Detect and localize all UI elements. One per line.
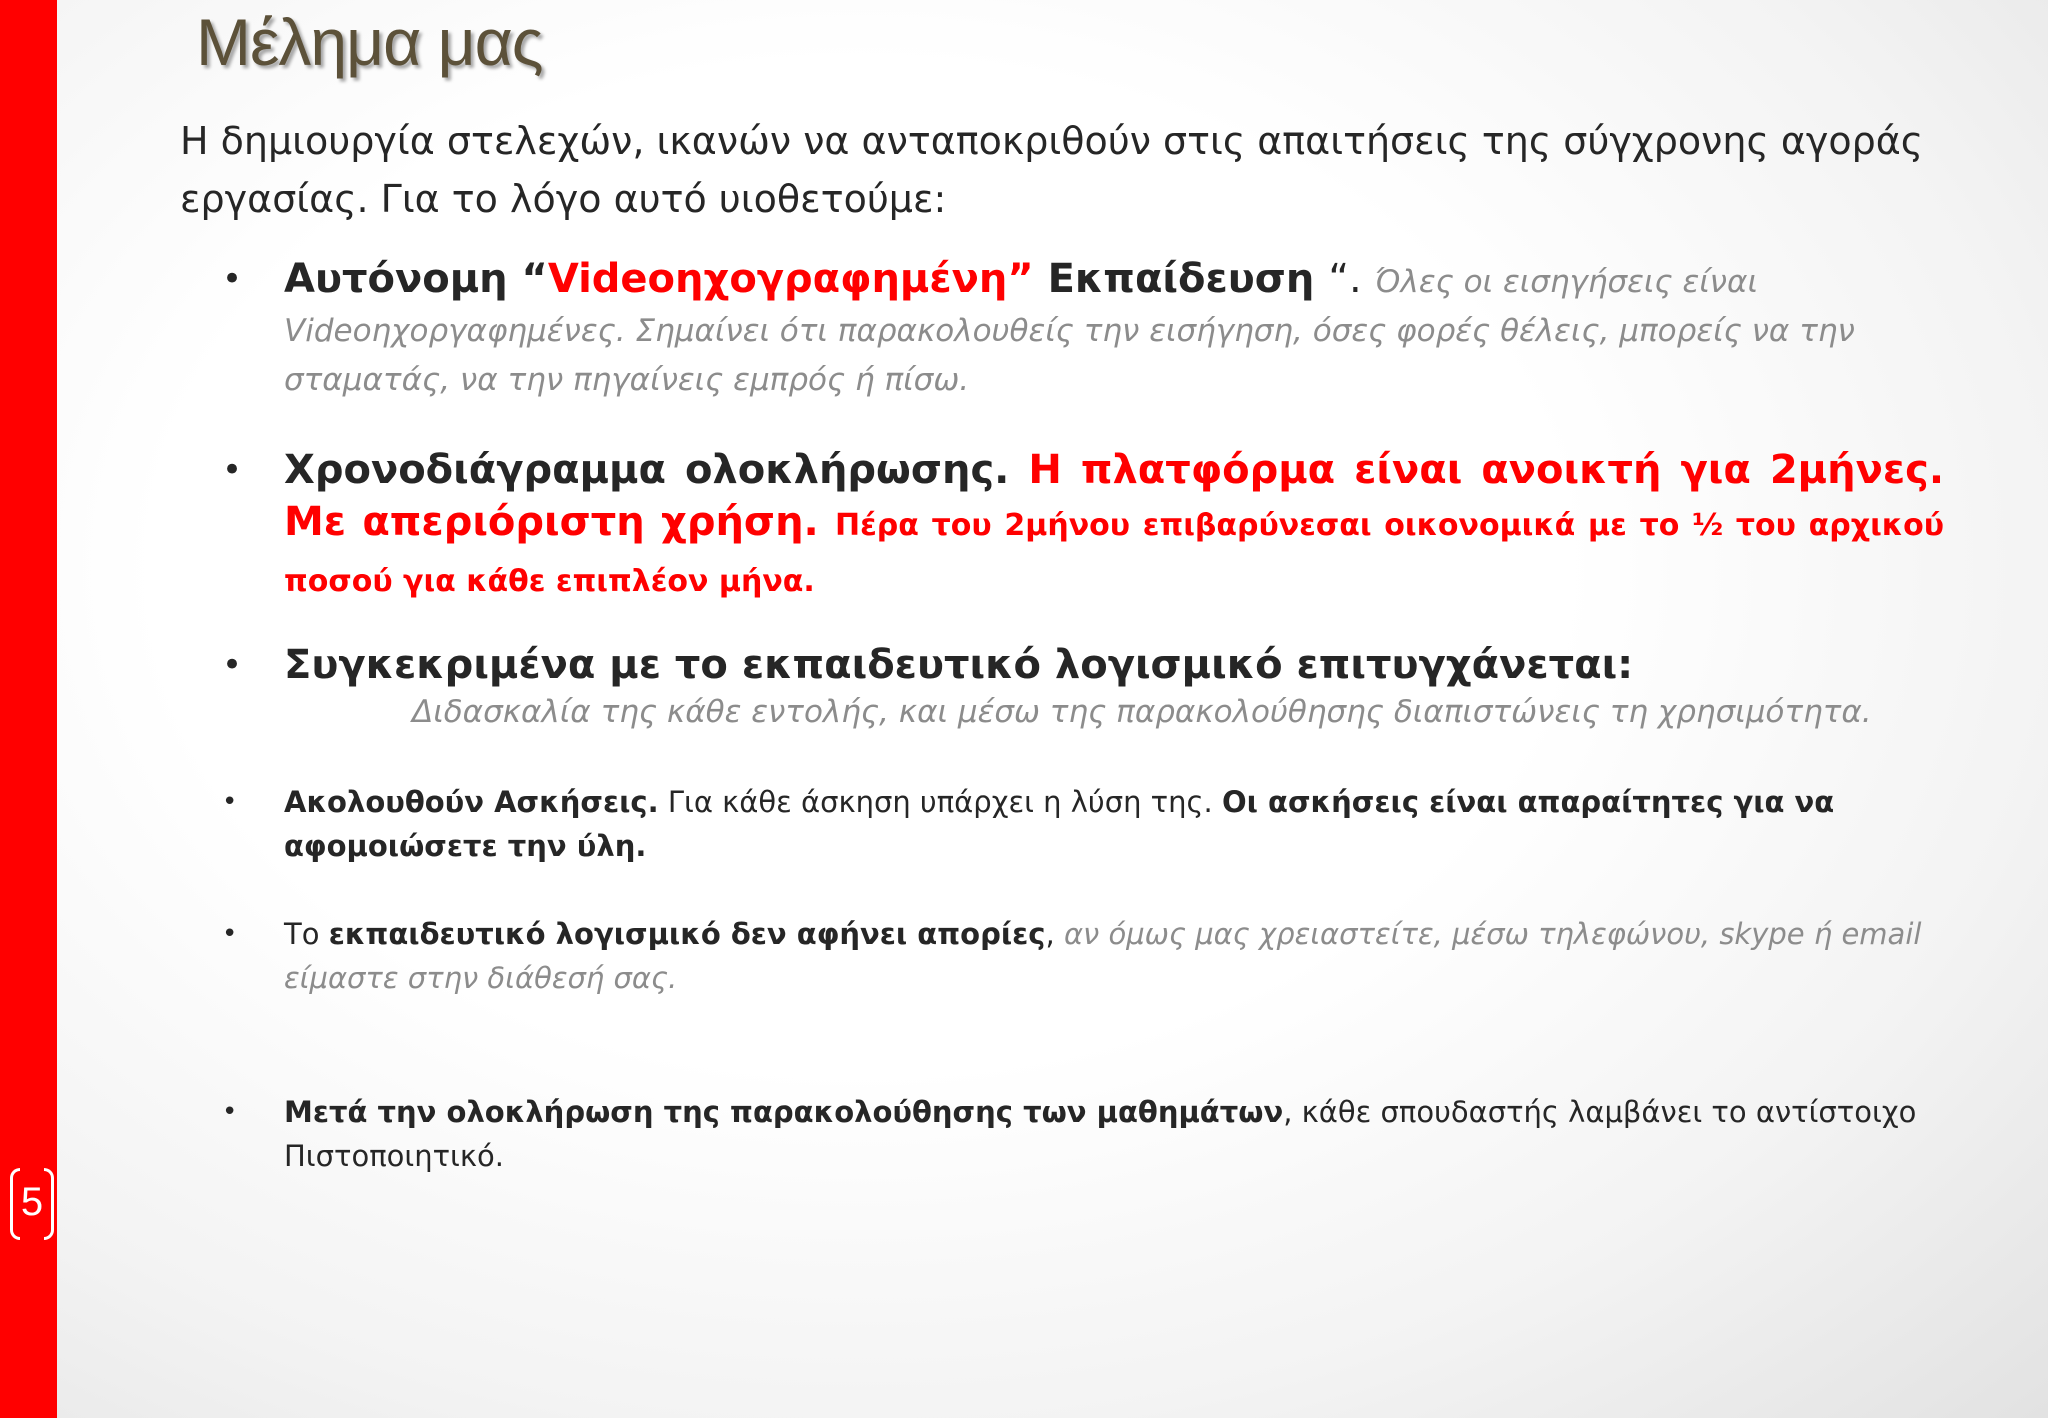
- bullet-dot: •: [222, 645, 243, 685]
- bullet-4-lead: Ακολουθούν Ασκήσεις.: [284, 785, 659, 819]
- bullet-4-emphasis: Οι ασκήσεις είναι απαραίτητες για να αφομοιώσετε την ύλη.: [284, 785, 1835, 863]
- bullet-1-highlight: Videoηχογραφημένη”: [547, 256, 1034, 302]
- intro-paragraph: Η δημιουργία στελεχών, ικανών να ανταποκριθούν στις απαιτήσεις της σύγχρονης αγοράς εργασίας. Για το λόγο αυτό υιοθετούμε:: [180, 119, 1924, 221]
- bullet-5-lead: Το: [284, 917, 329, 951]
- bullet-5-comma: ,: [1045, 917, 1064, 951]
- bullet-dot: •: [222, 1097, 238, 1127]
- bullet-5-contact: αν όμως μας χρειαστείτε, μέσω τηλεφώνου, skype ή email είμαστε στην διάθεσή σας.: [284, 917, 1922, 995]
- bullet-dot: •: [222, 450, 243, 490]
- bullet-4-text: Για κάθε άσκηση υπάρχει η λύση της.: [658, 785, 1222, 819]
- bullet-exercises: [222, 780, 1944, 868]
- bullet-2-extra-charge: Πέρα του 2μήνου επιβαρύνεσαι οικονομικά με το ½ του αρχικού ποσού για κάθε επιπλέον μήνα.: [284, 508, 1944, 599]
- bullet-1-lead: Αυτόνομη “: [284, 256, 548, 302]
- bullet-1-description: Όλες οι εισηγήσεις είναι Videoηχοργαφημένες. Σημαίνει ότι παρακολουθείς την εισήγηση, όσες φορές θέλεις, μπορείς να την σταματάς, να την πηγαίνεις εμπρός ή πίσω.: [284, 264, 1855, 398]
- bullet-1-quote: “.: [1328, 256, 1375, 302]
- bullet-6-lead: Μετά την ολοκλήρωση της παρακολούθησης των μαθημάτων: [284, 1095, 1284, 1129]
- bullet-3-lead: Συγκεκριμένα με το εκπαιδευτικό λογισμικό επιτυγχάνεται:: [284, 642, 1634, 688]
- slide-title: Μέλημα μας: [196, 5, 543, 79]
- bullet-3-description: Διδασκαλία της κάθε εντολής, και μέσω της παρακολούθησης διαπιστώνεις τη χρησιμότητα.: [412, 694, 1872, 730]
- bullet-schedule: [222, 444, 1945, 608]
- bullet-dot: •: [222, 787, 238, 817]
- bullet-autonomous-training: [222, 256, 1944, 403]
- bullet-6-text: , κάθε σπουδαστής λαμβάνει το αντίστοιχο Πιστοποιητικό.: [284, 1095, 1917, 1173]
- page-number: 5: [20, 1180, 44, 1224]
- bullet-certificate: [222, 1090, 1944, 1178]
- bullet-2-lead: Χρονοδιάγραμμα ολοκλήρωσης.: [284, 447, 1029, 493]
- bracket-right: [44, 1168, 54, 1240]
- bullet-2-platform-open: Η πλατφόρμα είναι ανοικτή για 2μήνες. Με απεριόριστη χρήση.: [284, 447, 1945, 545]
- bullet-1-term: Εκπαίδευση: [1033, 256, 1329, 302]
- bullet-support: [222, 912, 1944, 1000]
- page-number-badge: [6, 1168, 56, 1244]
- bullet-dot: •: [222, 259, 243, 299]
- bullet-dot: •: [222, 919, 238, 949]
- bullet-5-emphasis: εκπαιδευτικό λογισμικό δεν αφήνει απορίες: [328, 917, 1046, 951]
- bullet-software-achieves: [222, 640, 1944, 734]
